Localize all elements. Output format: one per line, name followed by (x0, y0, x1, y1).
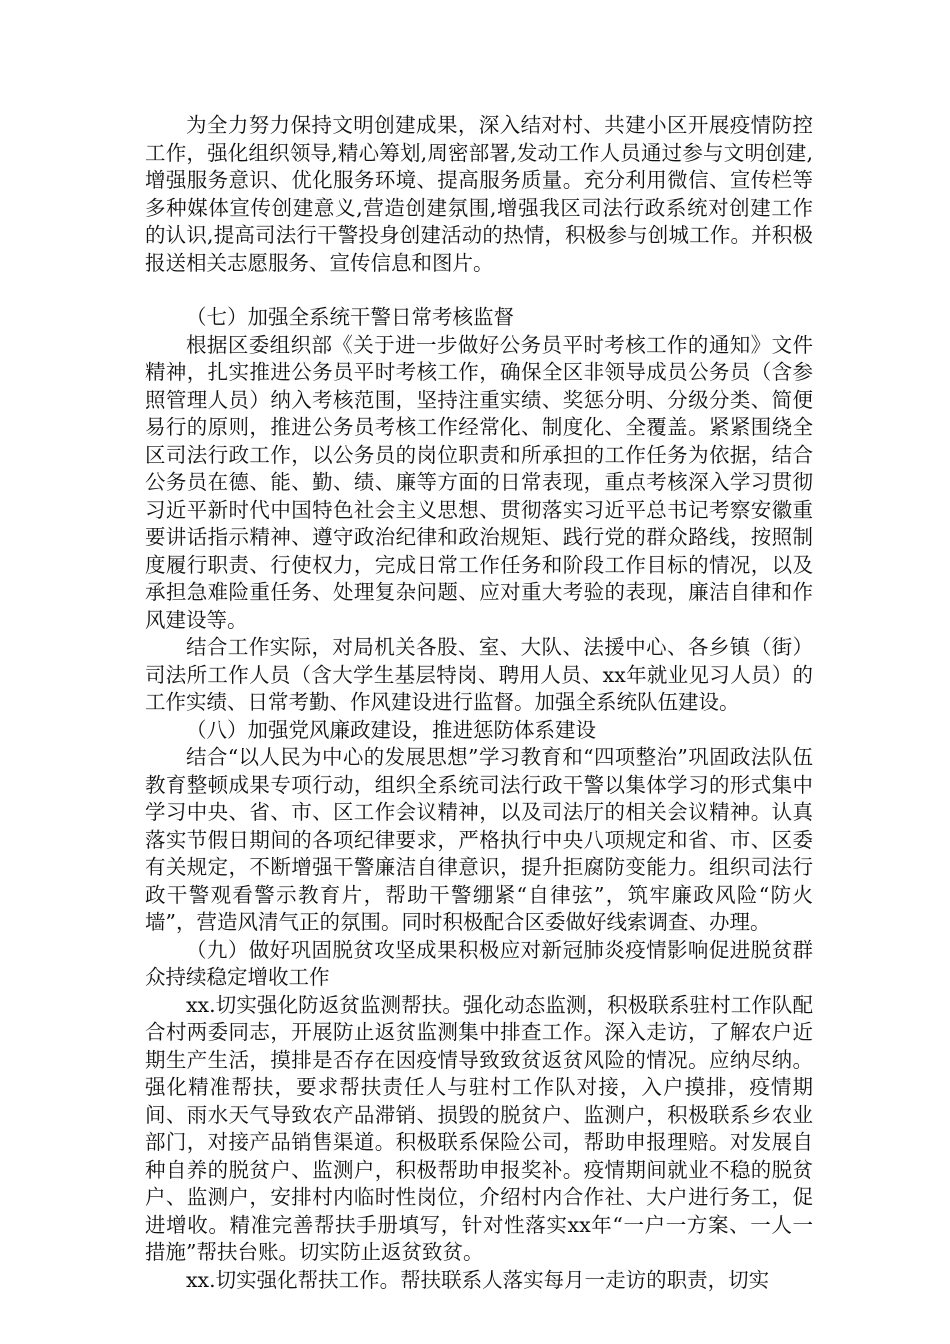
section-heading-9: （九）做好巩固脱贫攻坚成果积极应对新冠肺炎疫情影响促进脱贫群众持续稳定增收工作 (145, 937, 813, 989)
paragraph-assessment: 根据区委组织部《关于进一步做好公务员平时考核工作的通知》文件精神，扎实推进公务员平时考核工作，确保全区非领导成员公务员（含参照管理人员）纳入考核范围，坚持注重实绩、奖惩分明、分级分类、简便易行的原则，推进公务员考核工作经常化、制度化、全覆盖。紧紧围绕全区司法行政工作，以公务员的岗位职责和所承担的工作任务为依据，结合公务员在德、能、勤、绩、廉等方面的日常表现，重点考核深入学习贯彻习近平新时代中国特色社会主义思想、贯彻落实习近平总书记考察安徽重要讲话指示精神、遵守政治纪律和政治规矩、践行党的群众路线，按照制度履行职责、行使权力，完成日常工作任务和阶段工作目标的情况，以及承担急难险重任务、处理复杂问题、应对重大考验的表现，廉洁自律和作风建设等。 (145, 332, 813, 632)
section-heading-7: （七）加强全系统干警日常考核监督 (186, 305, 514, 329)
paragraph-poverty-monitoring: xx.切实强化防返贫监测帮扶。强化动态监测，积极联系驻村工作队配合村两委同志，开展防止返贫监测集中排查工作。深入走访，了解农户近期生产生活，摸排是否存在因疫情导致致贫返贫风险的情况。应纳尽纳。强化精准帮扶，要求帮扶责任人与驻村工作队对接，入户摸排，疫情期间、雨水天气导致农产品滞销、损毁的脱贫户、监测户，积极联系乡农业部门，对接产品销售渠道。积极联系保险公司，帮助申报理赔。对发展自种自养的脱贫户、监测户，积极帮助申报奖补。疫情期间就业不稳的脱贫户、监测户，安排村内临时性岗位，介绍村内合作社、大户进行务工，促进增收。精准完善帮扶手册填写，针对性落实xx年“一户一方案、一人一措施”帮扶台账。切实防止返贫致贫。 (145, 992, 813, 1264)
paragraph-civilization: 为全力努力保持文明创建成果，深入结对村、共建小区开展疫情防控工作，强化组织领导,精心筹划,周密部署,发动工作人员通过参与文明创建,增强服务意识、优化服务环境、提高服务质量。充分利用微信、宣传栏等多种媒体宣传创建意义,营造创建氛围,增强我区司法行政系统对创建工作的认识,提高司法行干警投身创建活动的热情，积极参与创城工作。并积极报送相关志愿服务、宣传信息和图片。 (145, 113, 813, 275)
section-heading-8: （八）加强党风廉政建设，推进惩防体系建设 (186, 717, 596, 742)
paragraph-gap (145, 277, 813, 304)
paragraph-integrity: 结合“以人民为中心的发展思想”学习教育和“四项整治”巩固政法队伍教育整顿成果专项行动，组织全系统司法行政干警以集体学习的形式集中学习中央、省、市、区工作会议精神，以及司法厅的相关会议精神。认真落实节假日期间的各项纪律要求，严格执行中央八项规定和省、市、区委有关规定，不断增强干警廉洁自律意识，提升拒腐防变能力。组织司法行政干警观看警示教育片，帮助干警绷紧“自律弦”，筑牢廉政风险“防火墙”，营造风清气正的氛围。同时积极配合区委做好线索调查、办理。 (145, 745, 813, 934)
paragraph-supervision: 结合工作实际，对局机关各股、室、大队、法援中心、各乡镇（街）司法所工作人员（含大学生基层特岗、聘用人员、xx年就业见习人员）的工作实绩、日常考勤、作风建设进行监督。加强全系统队伍建设。 (145, 635, 813, 714)
document-body (145, 112, 813, 1294)
paragraph-assistance: xx.切实强化帮扶工作。帮扶联系人落实每月一走访的职责，切实 (186, 1267, 770, 1292)
